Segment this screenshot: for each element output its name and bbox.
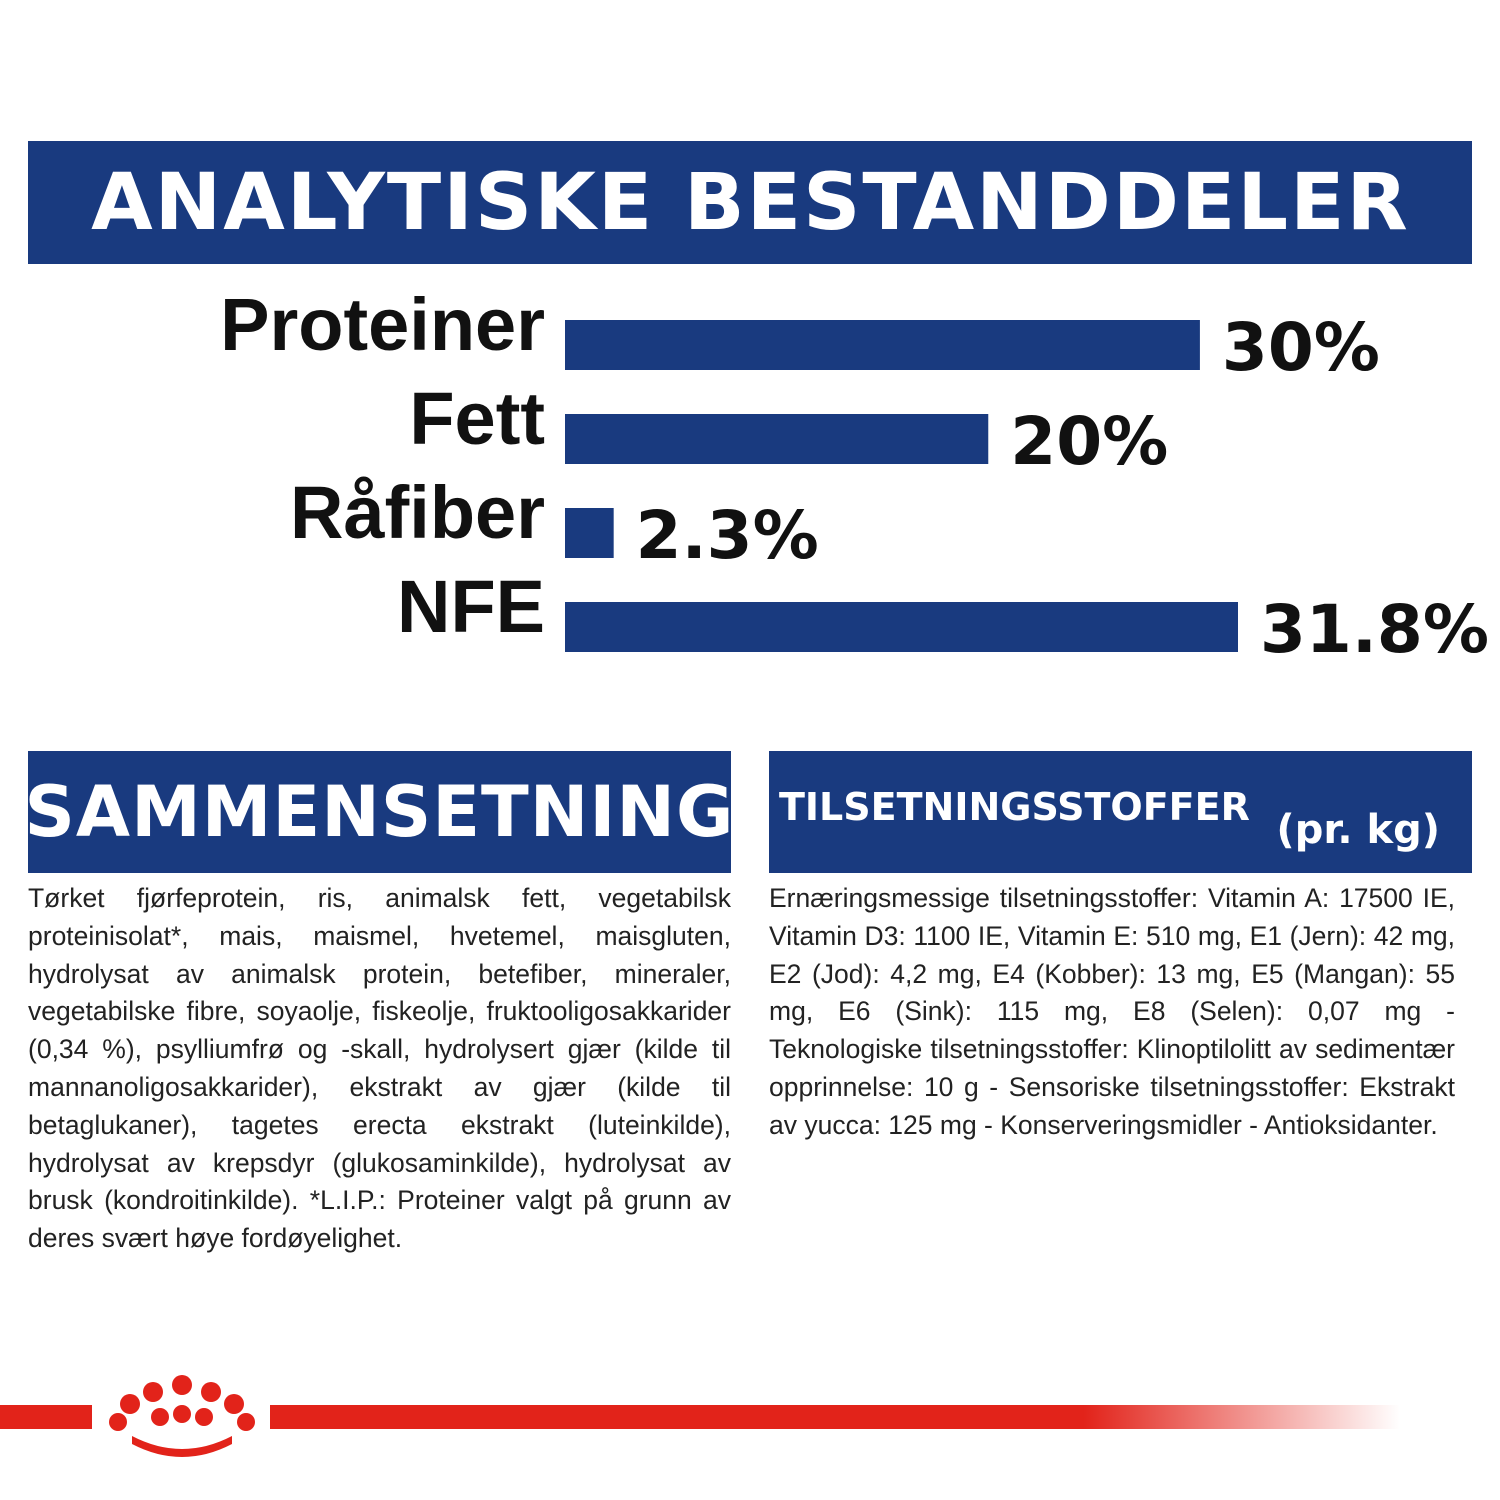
additives-text: Ernæringsmessige tilsetningsstoffer: Vitamin A: 17500 IE, Vitamin D3: 1100 IE, Vitamin E: 510 mg, E1 (Jern): 42 mg, E2 (Jod): 4,2 mg, E4 (Kobber): 13 mg, E5 (Mangan): 55 mg, E6 (Sink): 115 mg, E8 (Selen): 0,07 mg - Teknologiske tilsetningsstoffer: Klinoptilolitt av sedimentær opprinnelse: 10 g - Sensoriske tilsetningsstoffer: Ekstrakt av yucca: 125 mg - Konserveringsmidler - Antioksidanter. [769,883,1455,1140]
composition-text: Tørket fjørfeprotein, ris, animalsk fett, vegetabilsk proteinisolat*, mais, maismel, hvetemel, maisgluten, hydrolysat av animalsk protein, betefiber, mineraler, vegetabilske fibre, soyaolje, fiskeolje, fruktooligosakkarider (0,34 %), psylliumfrø og -skall, hydrolysert gjær (kilde til mannanoligosakkarider), ekstrakt av gjær (kilde til betaglukaner), tagetes erecta ekstrakt (luteinkilde), hydrolysat av krepsdyr (glukosaminkilde), hydrolysat av brusk (kondroitinkilde). *L.I.P.: Proteiner valgt på grunn av deres svært høye fordøyelighet. [28,883,731,1254]
bar-1 [565,414,988,464]
bar-2 [565,508,614,558]
additives-title: TILSETNINGSSTOFFER [779,785,1250,829]
bar-0 [565,320,1200,370]
value-label-0: 30% [1221,309,1380,386]
category-label-3: NFE [397,565,545,648]
category-label-1: Fett [409,377,545,460]
value-label-2: 2.3% [635,497,819,574]
composition-title: SAMMENSETNING [24,771,735,853]
composition-banner [24,751,735,873]
footer-stripe-right [270,1405,1400,1429]
value-label-3: 31.8% [1260,591,1489,668]
main-title: ANALYTISKE BESTANDDELER [90,157,1410,248]
crown-logo-icon [109,1375,255,1457]
value-label-1: 20% [1010,403,1169,480]
footer-band [0,1370,1500,1460]
bar-3 [565,602,1238,652]
additives-unit: (pr. kg) [1276,807,1440,853]
footer-stripe-left [0,1405,92,1429]
nutrient-bar-chart [0,280,1500,680]
additives-banner [769,751,1472,873]
category-label-2: Råfiber [290,471,545,554]
main-title-banner [28,141,1472,264]
category-label-0: Proteiner [220,283,545,366]
